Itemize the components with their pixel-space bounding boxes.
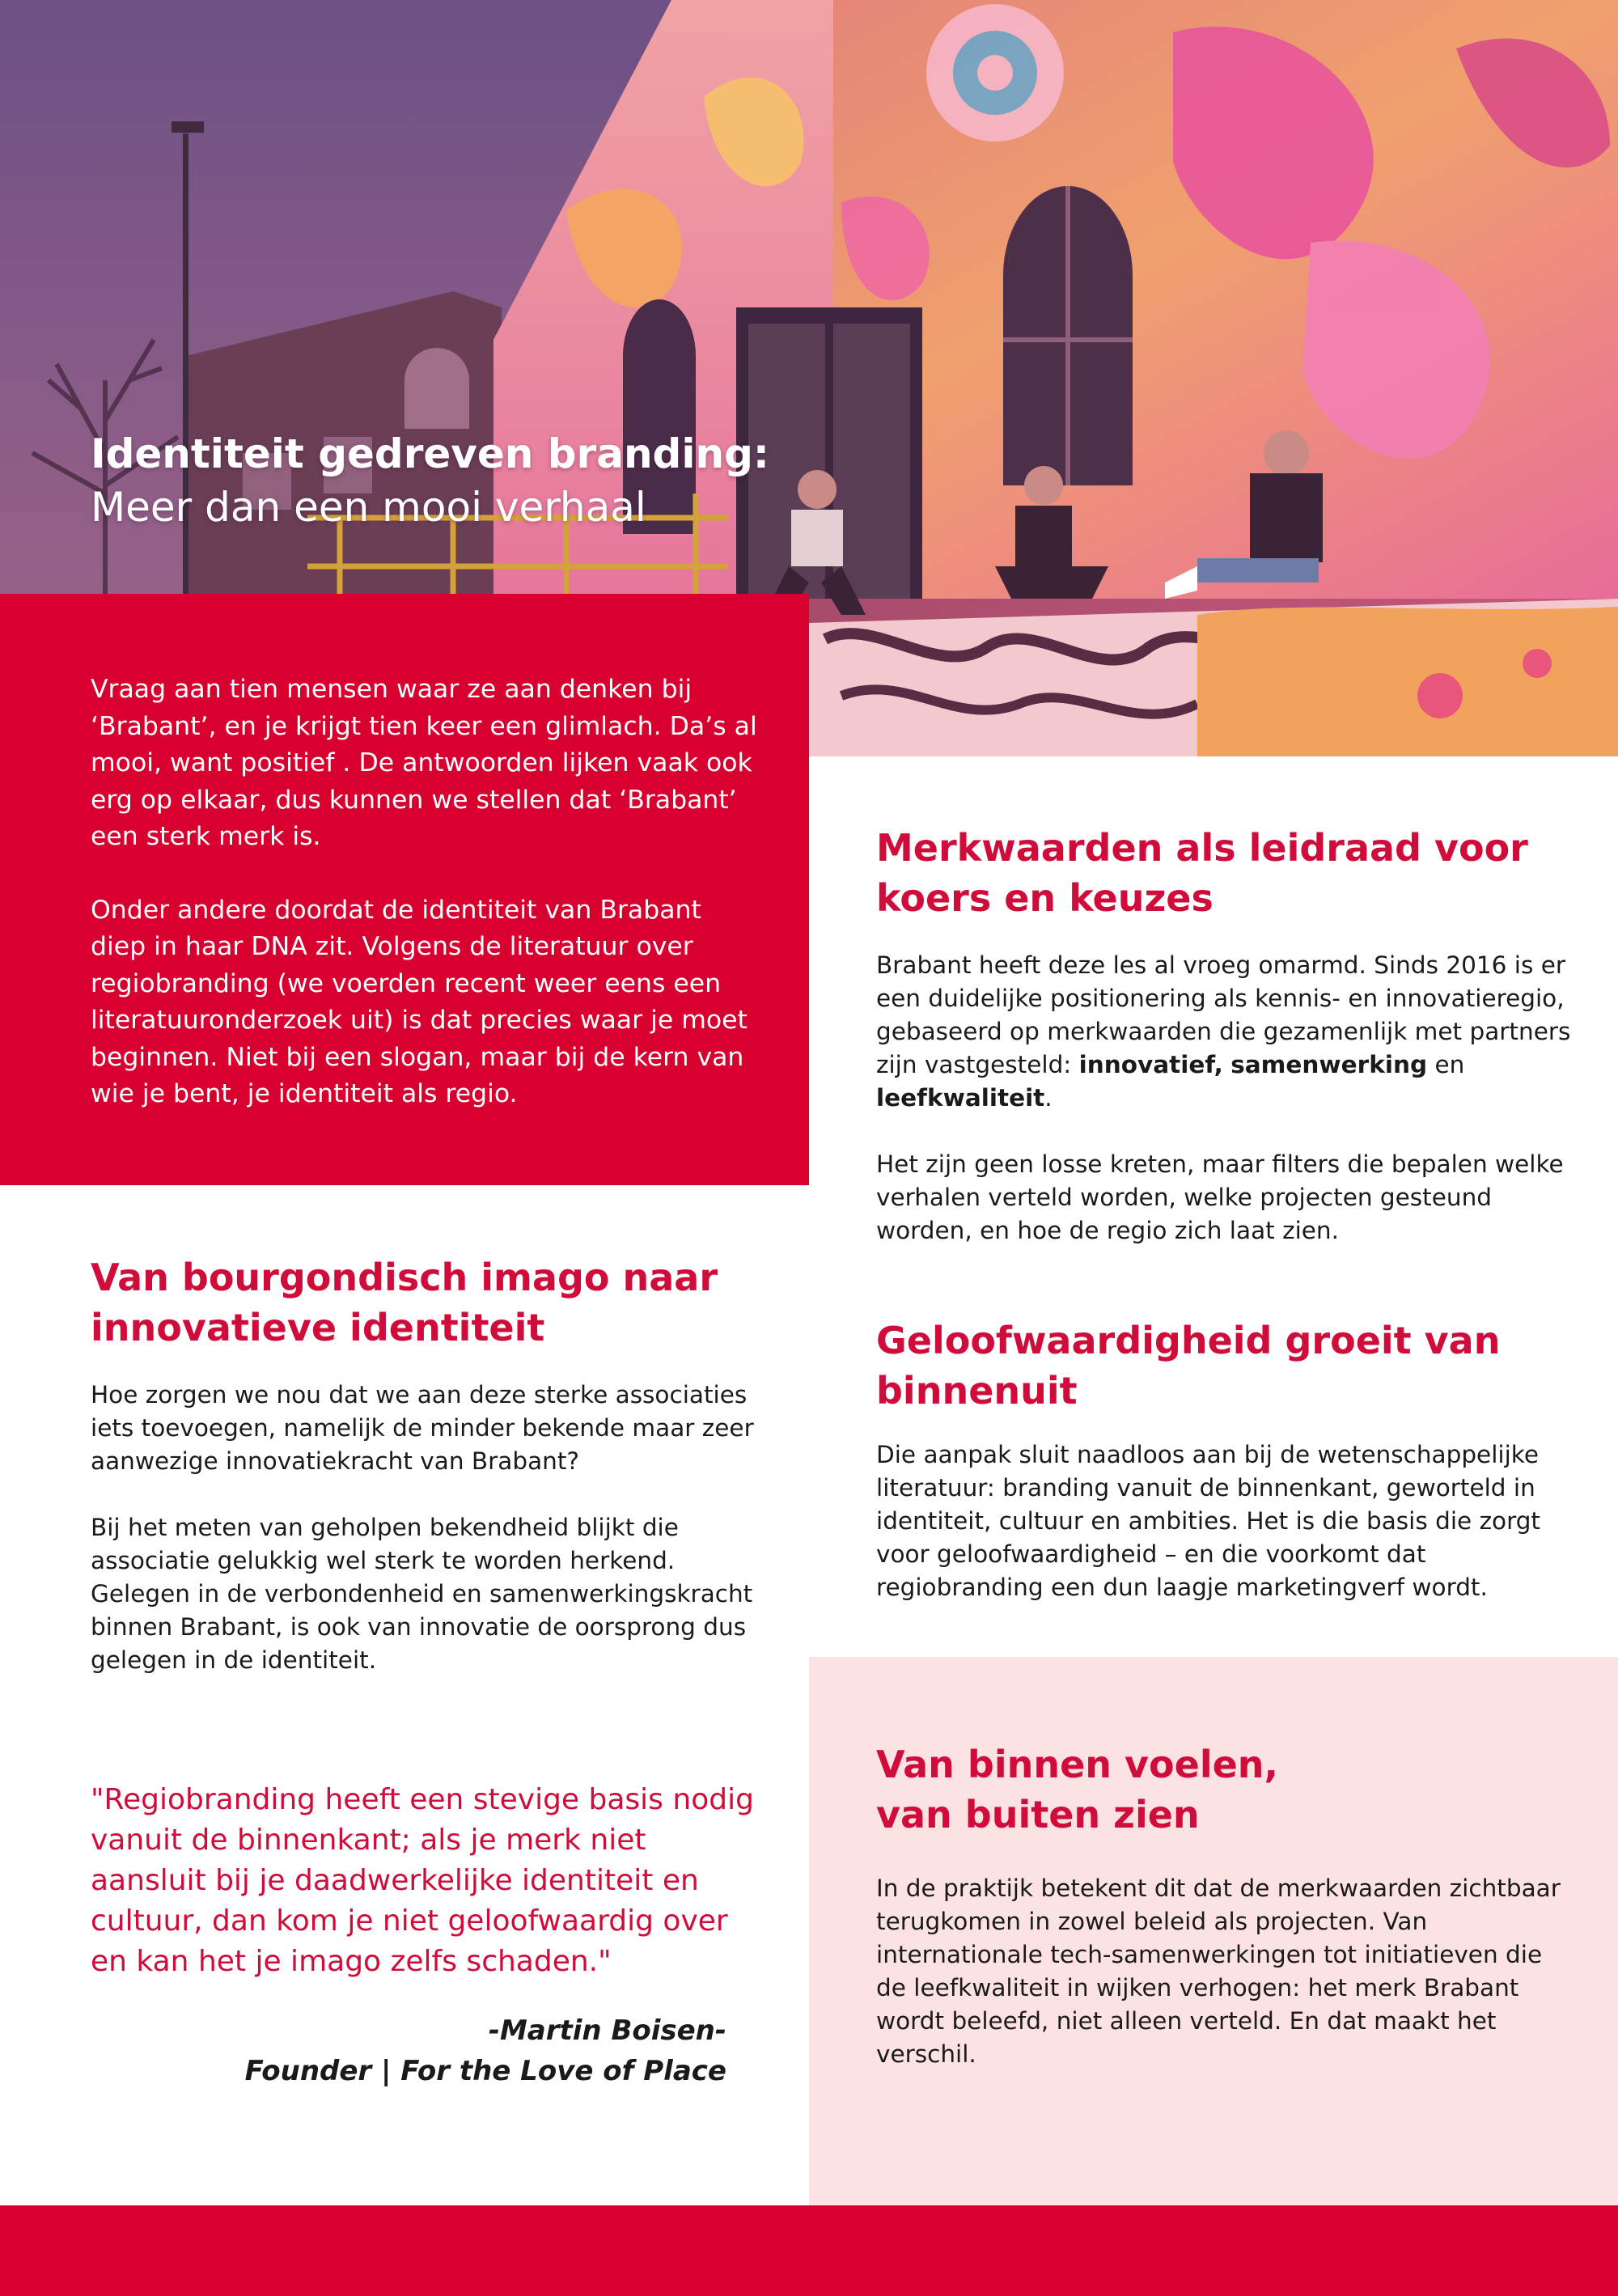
section-body [876, 1438, 1572, 1604]
section-paragraph-2: Bij het meten van geholpen bekendheid blijkt die associatie gelukkig wel sterk te worden herkend. Gelegen in de verbondenheid en samenwerkingskracht binnen Brabant, is ook van innovatie de oorsprong dus gelegen in de identiteit. [91, 1514, 753, 1674]
section-binnen-buiten [876, 1739, 1572, 2071]
section-bourgondisch [91, 1252, 762, 1677]
value-leefkwaliteit: leefkwaliteit [876, 1084, 1045, 1112]
hero-title-bold: Identiteit gedreven branding: [91, 430, 769, 477]
section-heading: Merkwaarden als leidraad voor koers en keuzes [876, 826, 1528, 920]
quote-role: Founder | For the Love of Place [244, 2055, 726, 2087]
value-innovatief: innovatief, [1078, 1051, 1223, 1078]
intro-text [91, 671, 762, 1150]
section-paragraph-1: Die aanpak sluit naadloos aan bij de wetenschappelijke literatuur: branding vanuit de binnenkant, geworteld in identiteit, cultuur en ambities. Het is die basis die zorgt voor geloofwaardigheid – en die voorkomt dat regiobranding een dun laagje marketingverf wordt. [876, 1441, 1541, 1601]
quote-attribution [91, 2010, 726, 2091]
section-heading: Geloofwaardigheid groeit van binnenuit [876, 1319, 1501, 1413]
section-paragraph-1: Hoe zorgen we nou dat we aan deze sterke associaties iets toevoegen, namelijk de minder bekende maar zeer aanwezige innovatiekracht van Brabant? [91, 1381, 754, 1475]
section-paragraph-1: In de praktijk betekent dit dat de merkwaarden zichtbaar terugkomen in zowel beleid als projecten. Van internationale tech-samenwerkingen tot initiatieven die de leefkwaliteit in wijken verhogen: het merk Brabant wordt beleefd, niet alleen verteld. En dat maakt het verschil. [876, 1875, 1561, 2068]
section-body [876, 949, 1572, 1248]
section-merkwaarden [876, 823, 1572, 1248]
hero-title [91, 427, 819, 534]
section-body [876, 1872, 1572, 2071]
footer-bar [0, 2205, 1618, 2296]
value-samenwerking: samenwerking [1230, 1051, 1428, 1078]
quote-author: -Martin Boisen- [488, 2014, 726, 2047]
section-body [91, 1379, 762, 1677]
pull-quote: "Regiobranding heeft een stevige basis nodig vanuit de binnenkant; als je merk niet aansluit bij je daadwerkelijke identiteit en cultuur, dan kom je niet geloofwaardig over en kan het je imago zelfs schaden." [91, 1783, 754, 1978]
intro-paragraph-1: Vraag aan tien mensen waar ze aan denken bij ‘Brabant’, en je krijgt tien keer een glimlach. Da’s al mooi, want positief . De antwoorden lijken vaak ook erg op elkaar, dus kunnen we stellen dat ‘Brabant’ een sterk merk is. [91, 675, 757, 851]
section-paragraph-2: Het zijn geen losse kreten, maar filters die bepalen welke verhalen verteld worden, welke projecten gesteund worden, en hoe de regio zich laat zien. [876, 1150, 1564, 1244]
intro-paragraph-2: Onder andere doordat de identiteit van Brabant diep in haar DNA zit. Volgens de literatuur over regiobranding (we voerden recent weer eens een literatuuronderzoek uit) is dat precies waar je moet beginnen. Niet bij een slogan, maar bij de kern van wie je bent, je identiteit als regio. [91, 895, 748, 1108]
section-paragraph-1: Brabant heeft deze les al vroeg omarmd. Sinds 2016 is er een duidelijke positionering als kennis- en innovatieregio, gebaseerd op merkwaarden die gezamenlijk met partners zijn vastgesteld: innovatief, samenwerking en leefkwaliteit. [876, 951, 1571, 1112]
section-geloofwaardigheid [876, 1315, 1572, 1604]
section-heading: Van binnen voelen, van buiten zien [876, 1743, 1279, 1836]
section-heading: Van bourgondisch imago naar innovatieve identiteit [91, 1256, 718, 1349]
hero-title-light: Meer dan een mooi verhaal [91, 484, 646, 531]
